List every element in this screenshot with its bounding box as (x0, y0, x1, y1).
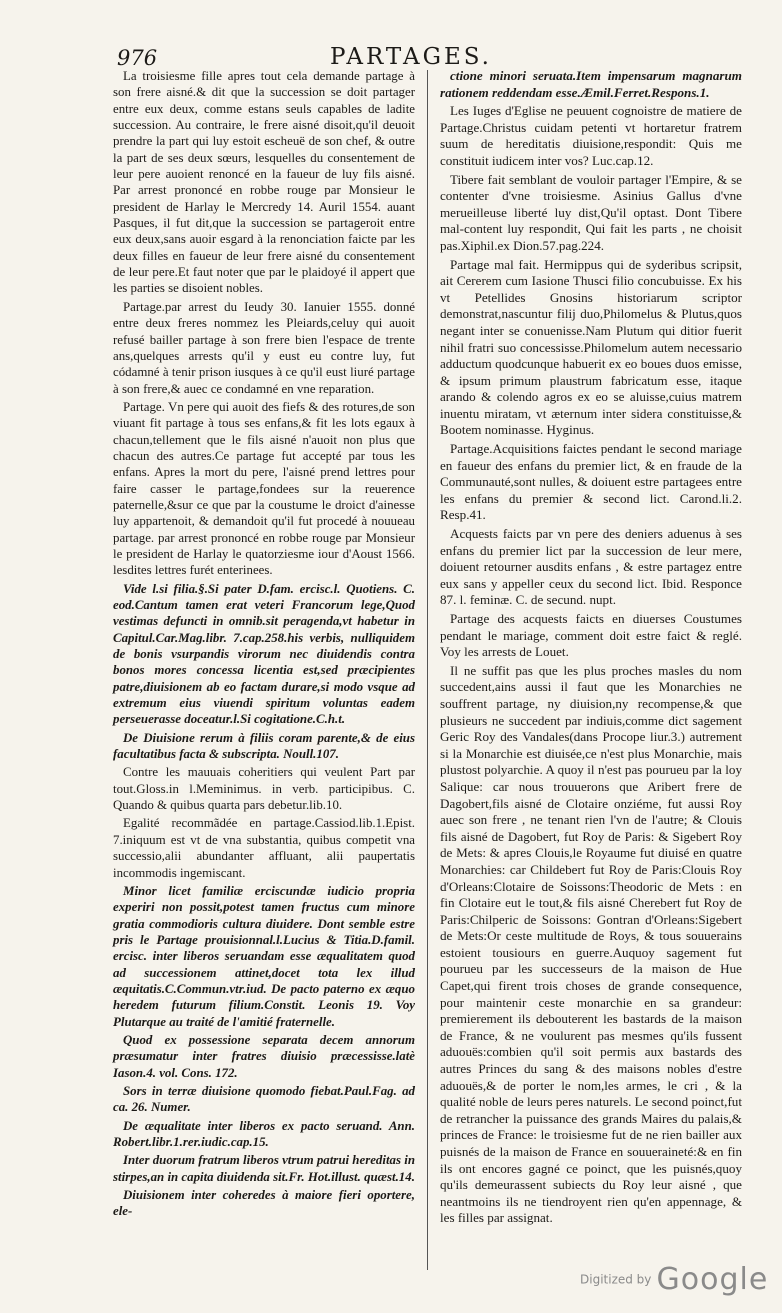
running-title: PARTAGES. (330, 44, 492, 70)
paragraph: Vide l.si filia.§.Si pater D.fam. ercisc.l. Quotiens. C. eod.Cantum tamen erat veteri Francorum lege,Quod vestimas defuncti in omnib.sit peragenda,vt habetur in Capitul.Car.Mag.libr. 7.cap.258.his verbis, nulliquidem de bonis vsurpandis virorum nec diuidendis contra bonos mores concessa licentia est,sed præcipientes patre,diuisionem ab eo factam durare,si modo vsque ad extremum eius viuendi spiritum voluntas eadem perseuerasse doceatur.l.Si cogitatione.C.h.t. (113, 581, 415, 727)
paragraph: ctione minori seruata.Item impensarum magnarum rationem reddendam esse.Æmil.Ferret.Respons.1. (440, 68, 742, 100)
paragraph: Partage.Acquisitions faictes pendant le second mariage en faueur des enfans du premier lict, & en fraude de la Communauté,sont nulles, & doiuent estre partagees entre les enfans du premier & second lict. Carond.li.2. Resp.41. (440, 441, 742, 523)
paragraph: De Diuisione rerum à filiis coram parente,& de eius facultatibus facta & subscripta. Noull.107. (113, 730, 415, 762)
paragraph: Contre les mauuais coheritiers qui veulent Part par tout.Gloss.in l.Meminimus. in verb. participibus. C. Quando & quibus quarta pars debetur.lib.10. (113, 765, 415, 813)
paragraph: Acquests faicts par vn pere des deniers aduenus à ses enfans du premier lict par la succession de leur mere, doiuent retourner ausdits enfans , & estre partagez entre eux sans y appeller ceux du second lict. Ibid. Responce 87. l. feminæ. C. de secund. nupt. (440, 526, 742, 608)
paragraph: Partage.par arrest du Ieudy 30. Ianuier 1555. donné entre deux freres nommez les Pleiards,celuy qui auoit refusé bailler partage à son frere bien l'espace de trente ans,quelques arrests qu'il y eust eu contre luy, fut códamné à tenir prison iusques à ce qu'il eust liuré partage à son frere,& auec ce condamné en vne reparation. (113, 299, 415, 396)
paragraph: La troisiesme fille apres tout cela demande partage à son frere aisné.& dit que la succession se doit partager entre eux deux, comme estans seuls capables de ladite succession. Au contraire, le frere aisné disoit,qu'il deuoit prendre la part qui luy estoit escheuë de son chef, & outre la part de ses deux sœurs, lesquelles du consentement de leur pere auoient renoncé en la faueur de luy fils aisné. Par arrest prononcé en robbe rouge par Monsieur le president de Harlay le Mercredy 14. Auril 1554. auant Pasques, il fut dit,que la succession se partageroit entre eux deux,sans auoir esgard à la renonciation faicte par les deux filles en faueur de leur frere aisné du consentement de leur pere.Et faut noter que par le plaidoyé il appert que les parties se disoient nobles. (113, 69, 415, 296)
paragraph: Les Iuges d'Eglise ne peuuent cognoistre de matiere de Partage.Christus cuidam petenti vt hortaretur fratrem suum de hereditatis diuisione,respondit: Quis me constituit iudicem inter vos? Luc.cap.12. (440, 103, 742, 168)
paragraph: Inter duorum fratrum liberos vtrum patrui hereditas in stirpes,an in capita diuidenda sit.Fr. Hot.illust. quæst.14. (113, 1153, 415, 1184)
paragraph: Tibere fait semblant de vouloir partager l'Empire, & se contenter d'vne troisiesme. Asinius Gallus d'vne merueilleuse liberté luy dist,Qu'il optast. Dont Tibere mal-content luy respondit, Qui fait les parts , ne choisit pas.Xiphil.ex Dion.57.pag.224. (440, 171, 742, 253)
paragraph: Partage des acquests faicts en diuerses Coustumes pendant le mariage, comment doit estre faict & reglé. Voy les arrests de Louet. (440, 611, 742, 660)
paragraph: Quod ex possessione separata decem annorum præsumatur inter fratres diuisio præcessisse.latè Iason.4. vol. Cons. 172. (113, 1032, 415, 1080)
digitized-label: Digitized by (580, 1272, 652, 1287)
right-column (440, 68, 742, 1229)
paragraph: Partage mal fait. Hermippus qui de syderibus scripsit, ait Cererem cum Iasione Thusci filio concubuisse. Ex his vt Petellides Gnosins historiarum scriptor demonstrat,nascuntur filij duo,Philomelus & Plutus,quos negant inter se conuenisse.Nam Plutum qui ditior fuerit nihil fratri suo concessisse.Philomelum autem necessario adductum quodcunque habuerit ex eo boues duos emisse, & ipsum primum plaustrum fabricatum esse, itaque arando & colendo agros ex eo se aluisse,cuius matrem inuentu miratam, vt æternum inter sidera constituisse,& Bootem nominasse. Hyginus. (440, 256, 742, 438)
paragraph: Diuisionem inter coheredes à maiore fieri oportere, ele- (113, 1188, 415, 1219)
page-number: 976 (117, 46, 158, 70)
paragraph: Sors in terræ diuisione quomodo fiebat.Paul.Fag. ad ca. 26. Numer. (113, 1083, 415, 1115)
paragraph: De æqualitate inter liberos ex pacto seruand. Ann. Robert.libr.1.rer.iudic.cap.15. (113, 1118, 415, 1149)
paragraph: Il ne suffit pas que les plus proches masles du nom succedent,ains aussi il faut que les Monarchies ne souffrent partage, ny diuision,ny recompense,& que plusieurs ne succedent par indiuis,comme dict sagement Geric Roy des Vandales(dans Procope liur.3.) autrement si la Monarchie est diuisée,ce n'est plus Monarchie, mais plustost polyarchie. A quoy il n'est pas pourueu par la loy Salique: car nous trouuerons que Aribert frere de Dagobert,fils aisné de Clotaire onziéme, fut aussi Roy auec son frere , ne tenant rien l'vn de l'autre; & Clouis fils aisné de Dagobert, fut Roy de Paris: & Sigebert Roy de Mets: & apres Clouis,le Royaume fut diuisé en quatre Monarchies: car Childebert fut Roy de Paris:Clouis Roy d'Orleans:Clotaire de Soissons:Theodoric de Mets : en fin Clotaire eut le tout,& fils aisné Cherebert fut Roy de Paris:Chilperic de Soissons: Gontran d'Orleans:Sigebert de Mets:Or ceste multitude de Roys, & tous souuerains estoient tousiours en guerre.Auquoy sagement fut pourueu par les successeurs de la maison de Hue Capet,qui firent trois choses de grande consequence, pour maintenir ceste monarchie en sa grandeur: premierement ils debouterent les bastards de la maison de France, & ne voulurent pas mesmes qu'ils fussent aduouës:combien qu'il soit permis aux bastards des autres Princes du sang & des maisons nobles d'estre aduouës,& de porter le nom,les armes, le cri , & la qualité noble de leurs peres naturels. Le second poinct,fut de retrancher la puissance des grands Maires du palais,& princes de France: le troisiesme fut de ne rien bailler aux puisnés de la maison de France en souueraineté:& en fin ils ont encores gagné ce poinct, que les puisnés,quoy qu'ils demeurassent subiects du Roy leur aisné , que neantmoins ils ne tiendroyent rien qu'en appennage, & les filles par assignat. (440, 662, 742, 1226)
paragraph: Minor licet familiæ erciscundæ iudicio propria experiri non possit,potest tamen fructus cum minore gratia commodioris cultura diuidere. Dont semble estre pris le Partage prouisionnal.l.Lucius & Titia.D.famil. ercisc. inter liberos seruandam esse æqualitatem quod ad successionem attinet,docet tota lex illud æquitatis.C.Commun.vtr.iud. De pacto paterno ex æquo heredem futurum filium.Constit. Leonis 19. Voy Plutarque au traité de l'amitié fraternelle. (113, 883, 415, 1029)
column-divider (427, 70, 428, 1270)
paragraph: Egalité recommãdée en partage.Cassiod.lib.1.Epist. 7.iniquum est vt de vna substantia, quibus competit vna successio,alii abundanter affluant, alii paupertatis incommodis ingemiscant. (113, 816, 415, 880)
paragraph: Partage. Vn pere qui auoit des fiefs & des rotures,de son viuant fit partage à tous ses enfans,& fit les lots egaux à chacun,tellement que le fils aisné n'auoit non plus que chacun des autres.Ce partage fut accepté par tous les enfans. Apres la mort du pere, l'aisné prend lettres pour faire casser le partage,fondees sur la reuerence paternelle,&sur ce que par la coustume le droict d'ainesse luy appartenoit, & demandoit qu'il fut procedé à nouueau partage. par arrest prononcé en robbe rouge par Monsieur le president de Harlay le quatorziesme iour d'Aoust 1566. lesdites lettres furét enterinees. (113, 399, 415, 578)
left-column (113, 68, 415, 1222)
digitized-by-google-watermark (580, 1262, 768, 1297)
google-logo: Google (656, 1262, 769, 1297)
